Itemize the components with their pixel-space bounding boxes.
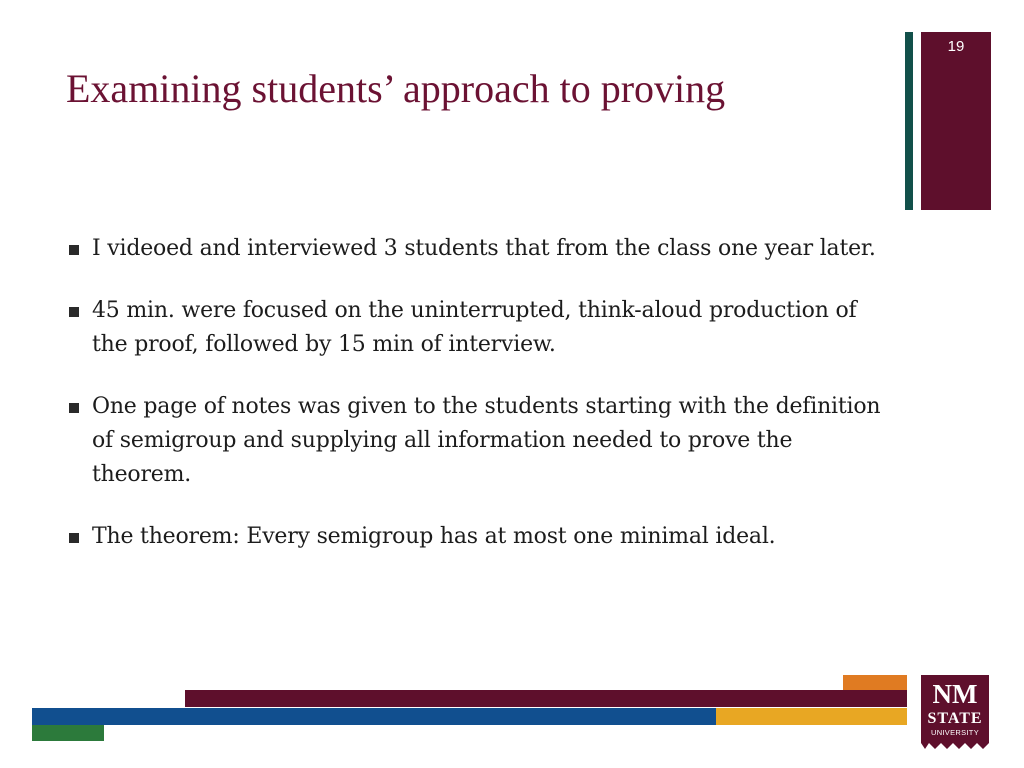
footer-band-gold (716, 708, 907, 725)
slide-title: Examining students’ approach to proving (66, 66, 726, 111)
square-bullet-icon (69, 245, 79, 255)
bullet-text: The theorem: Every semigroup has at most one minimal ideal. (92, 524, 776, 549)
bullet-item (66, 390, 896, 492)
slide-number: 19 (947, 38, 965, 55)
accent-bar-teal (905, 32, 913, 210)
logo-text-university: UNIVERSITY (930, 728, 980, 737)
bullet-item (66, 520, 896, 554)
footer-band-green (32, 725, 104, 741)
bullet-text: One page of notes was given to the students starting with the definition of semigroup and supplying all information needed to prove the theorem. (92, 394, 881, 487)
square-bullet-icon (69, 403, 79, 413)
bullet-text: 45 min. were focused on the uninterrupted, think-aloud production of the proof, followed by 15 min of interview. (92, 298, 857, 357)
logo-text-nm: NM (932, 679, 978, 709)
logo-text-state: STATE (927, 710, 983, 727)
footer-band-blue (32, 708, 716, 725)
square-bullet-icon (69, 307, 79, 317)
bullet-item (66, 294, 896, 362)
accent-block-maroon (921, 32, 991, 210)
bullet-list (66, 232, 896, 582)
nmsu-logo (919, 673, 991, 751)
bullet-text: I videoed and interviewed 3 students that from the class one year later. (92, 236, 876, 261)
square-bullet-icon (69, 533, 79, 543)
footer-band-maroon (185, 690, 907, 707)
footer-band-orange (843, 675, 907, 690)
bullet-item (66, 232, 896, 266)
